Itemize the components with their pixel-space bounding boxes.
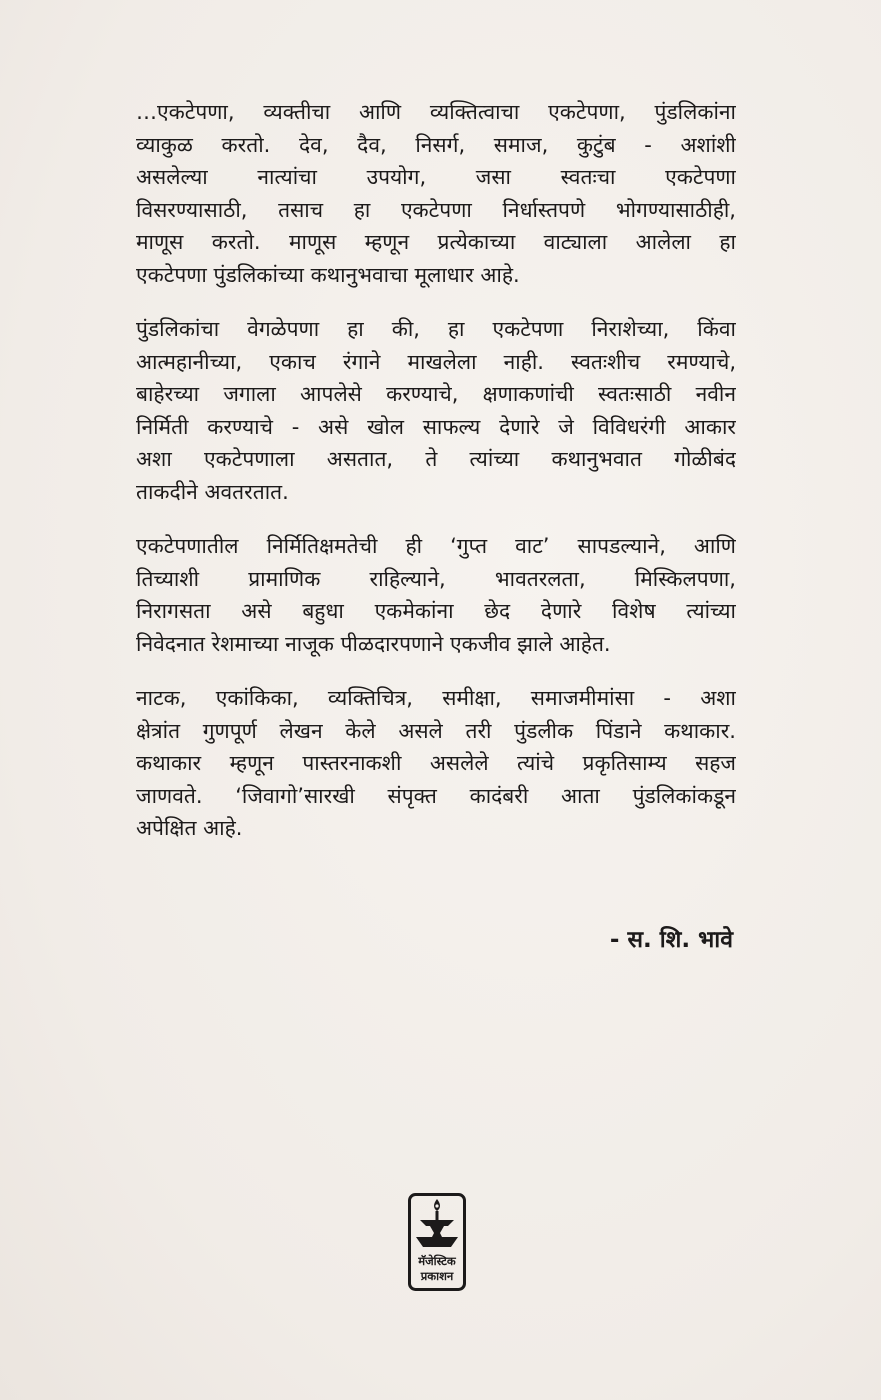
text-line: पुंडलिकांचा वेगळेपणा हा की, हा एकटेपणा निराशेच्या, किंवा xyxy=(136,317,736,341)
text-line: माणूस करतो. माणूस म्हणून प्रत्येकाच्या वाट्याला आलेला हा xyxy=(136,230,736,254)
text-line: क्षेत्रांत गुणपूर्ण लेखन केले असले तरी पुंडलीक पिंडाने कथाकार. xyxy=(136,718,736,743)
text-line: जाणवते. ‘जिवागो’सारखी संपृक्त कादंबरी आता पुंडलिकांकडून xyxy=(136,783,736,808)
text-line: तिच्याशी प्रामाणिक राहिल्याने, भावतरलता, मिस्किलपणा, xyxy=(136,566,736,591)
text-line: असलेल्या नात्यांचा उपयोग, जसा स्वतःचा एकटेपणा xyxy=(136,165,736,189)
text-line: आत्महानीच्या, एकाच रंगाने माखलेला नाही. स्वतःशीच रमण्याचे, xyxy=(136,349,736,374)
blurb-paragraph-1 xyxy=(136,96,736,291)
lamp-icon xyxy=(408,1193,466,1291)
text-line: नाटक, एकांकिका, व्यक्तिचित्र, समीक्षा, समाजमीमांसा - अशा xyxy=(136,686,736,710)
text-line: …एकटेपणा, व्यक्तीचा आणि व्यक्तित्वाचा एकटेपणा, पुंडलिकांना xyxy=(136,100,736,124)
text-line: अशा एकटेपणाला असतात, ते त्यांच्या कथानुभवात गोळीबंद xyxy=(136,447,736,471)
text-line: निरागसता असे बहुधा एकमेकांना छेद देणारे विशेष त्यांच्या xyxy=(136,599,736,623)
text-line: एकटेपणातील निर्मितिक्षमतेची ही ‘गुप्त वाट’ सापडल्याने, आणि xyxy=(136,534,736,558)
text-line: ताकदीने अवतरतात. xyxy=(136,479,289,504)
text-line: निवेदनात रेशमाच्या नाजूक पीळदारपणाने एकजीव झाले आहेत. xyxy=(136,631,611,656)
text-line: अपेक्षित आहे. xyxy=(136,816,243,840)
text-line: विसरण्यासाठी, तसाच हा एकटेपणा निर्धास्तपणे भोगण्यासाठीही, xyxy=(136,197,736,222)
text-line: बाहेरच्या जगाला आपलेसे करण्याचे, क्षणाकणांची स्वतःसाठी नवीन xyxy=(136,382,736,406)
publisher-logo xyxy=(408,1193,466,1291)
publisher-name-line1: मॅजेस्टिक xyxy=(418,1254,456,1268)
publisher-name-line2: प्रकाशन xyxy=(420,1269,454,1283)
text-line: कथाकार म्हणून पास्तरनाकशी असलेले त्यांचे प्रकृतिसाम्य सहज xyxy=(136,751,736,775)
blurb-paragraph-4 xyxy=(136,682,736,845)
text-line: एकटेपणा पुंडलिकांच्या कथानुभवाचा मूलाधार आहे. xyxy=(136,262,520,287)
author-signature: - स. शि. भावे xyxy=(609,927,733,953)
blurb-paragraph-3 xyxy=(136,530,736,660)
blurb-paragraph-2 xyxy=(136,313,736,508)
text-line: निर्मिती करण्याचे - असे खोल साफल्य देणारे जे विविधरंगी आकार xyxy=(136,414,736,439)
text-line: व्याकुळ करतो. देव, दैव, निसर्ग, समाज, कुटुंब - अशांशी xyxy=(136,132,736,157)
blurb-text xyxy=(136,96,736,867)
